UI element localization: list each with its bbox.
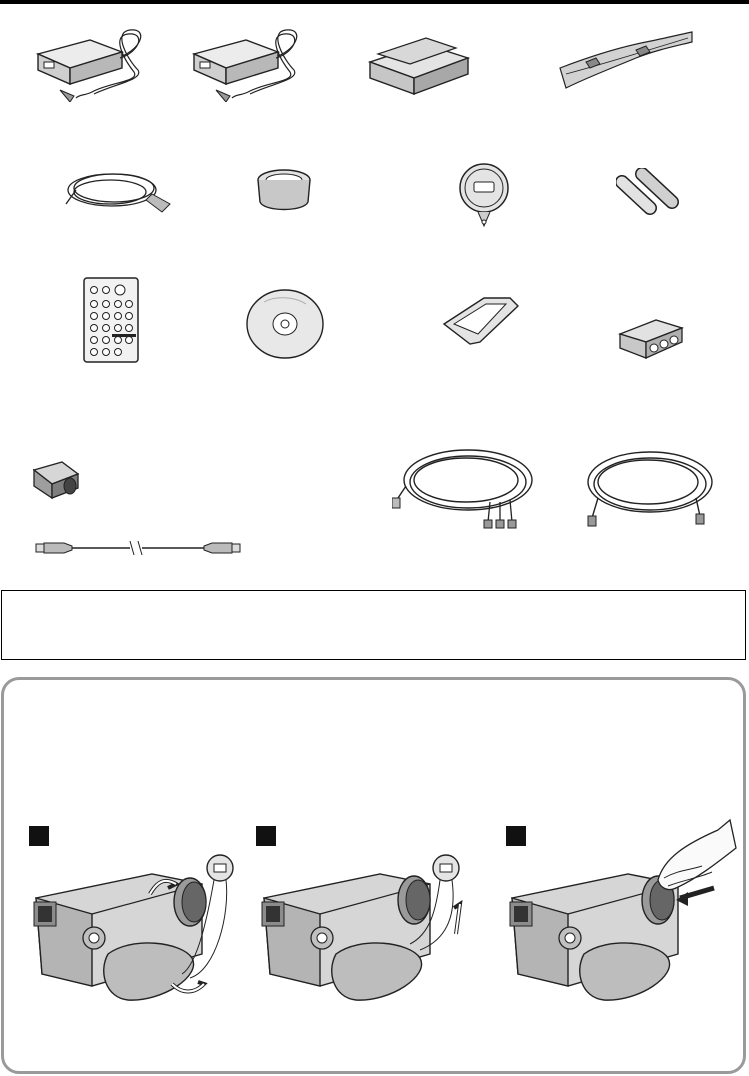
- usb-cable-icon: [34, 538, 244, 558]
- top-rule: [0, 0, 749, 4]
- aaa-batteries-icon: [616, 168, 686, 224]
- battery-pack-icon: [364, 32, 474, 100]
- core-filter-icon: [28, 458, 84, 500]
- lens-cap-panel: [1, 677, 746, 1074]
- s-video-cable-icon: [580, 446, 718, 528]
- step-1-badge: [29, 826, 49, 846]
- camcorder-step-2-icon: [260, 854, 470, 1004]
- remote-control-icon: [82, 276, 140, 364]
- shoulder-strap-icon: [556, 28, 696, 98]
- cd-rom-icon: [244, 288, 326, 360]
- av-cable-icon: [392, 442, 536, 530]
- memory-card-icon: [440, 294, 520, 348]
- power-cord-icon: [62, 160, 174, 218]
- scart-adapter-icon: [616, 312, 686, 364]
- step-2-badge: [256, 826, 276, 846]
- ac-adapter-icon: [30, 22, 150, 102]
- camcorder-step-1-icon: [32, 854, 242, 1004]
- lens-cap-icon: [456, 158, 512, 232]
- camcorder-step-3-icon: [508, 818, 738, 1006]
- lens-hood-icon: [254, 166, 314, 218]
- ac-adapter-icon: [186, 22, 306, 102]
- notice-box: [1, 590, 746, 660]
